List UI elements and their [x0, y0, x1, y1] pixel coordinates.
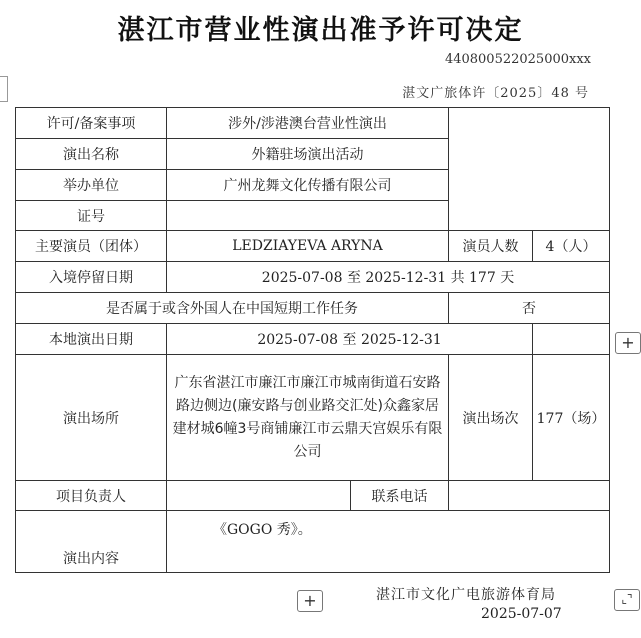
venue-label: 演出场所 [16, 355, 167, 481]
local-dates-label: 本地演出日期 [16, 324, 167, 355]
local-dates-value: 2025-07-08 至 2025-12-31 [167, 324, 533, 355]
content-label: 演出内容 [16, 511, 167, 573]
add-row-button[interactable]: + [615, 332, 641, 354]
resize-corner-icon[interactable]: ⌞⌝ [614, 589, 640, 611]
reference-number: 湛文广旅体许〔2025〕48 号 [402, 86, 589, 101]
content-value: 《GOGO 秀》。 [167, 511, 610, 573]
performer-value: LEDZIAYEVA ARYNA [167, 231, 449, 262]
performer-label: 主要演员（团体） [16, 231, 167, 262]
phone-value [449, 481, 610, 511]
row-content [16, 511, 610, 573]
entry-stay-label: 入境停留日期 [16, 262, 167, 293]
document-number: 440800522025000xxx [444, 52, 591, 67]
row-manager [16, 481, 610, 511]
venue-value: 广东省湛江市廉江市廉江市城南街道石安路路边侧边(廉安路与创业路交汇处)众鑫家居建材城6幢3号商铺廉江市云鼎天宫娱乐有限公司 [167, 355, 449, 481]
manager-value [167, 481, 351, 511]
row-venue [16, 355, 610, 481]
row-local-dates [16, 324, 610, 355]
phone-label: 联系电话 [351, 481, 449, 511]
issue-date: 2025-07-07 [481, 606, 562, 622]
short-term-label: 是否属于或含外国人在中国短期工作任务 [16, 293, 449, 324]
show-name-value: 外籍驻场演出活动 [167, 139, 449, 170]
entry-stay-value: 2025-07-08 至 2025-12-31 共 177 天 [167, 262, 610, 293]
license-value [167, 201, 449, 231]
permit-type-label: 许可/备案事项 [16, 108, 167, 139]
organizer-value: 广州龙舞文化传播有限公司 [167, 170, 449, 201]
permit-type-value: 涉外/涉港澳台营业性演出 [167, 108, 449, 139]
local-dates-blank [533, 324, 610, 355]
short-term-value: 否 [449, 293, 610, 324]
sessions-label: 演出场次 [449, 355, 533, 481]
page-title: 湛江市营业性演出准予许可决定 [117, 15, 524, 46]
page-edge-marker [0, 76, 8, 102]
issuer: 湛江市文化广电旅游体育局 [376, 587, 556, 603]
performer-count-value: 4（人） [533, 231, 610, 262]
row-performer [16, 231, 610, 262]
row-short-term [16, 293, 610, 324]
permit-table [15, 107, 610, 573]
organizer-label: 举办单位 [16, 170, 167, 201]
add-row-below-button[interactable]: + [297, 590, 323, 612]
manager-label: 项目负责人 [16, 481, 167, 511]
license-label: 证号 [16, 201, 167, 231]
row-permit-type [16, 108, 610, 139]
row-entry-stay [16, 262, 610, 293]
blank-area [449, 108, 610, 231]
show-name-label: 演出名称 [16, 139, 167, 170]
performer-count-label: 演员人数 [449, 231, 533, 262]
sessions-value: 177（场） [533, 355, 610, 481]
